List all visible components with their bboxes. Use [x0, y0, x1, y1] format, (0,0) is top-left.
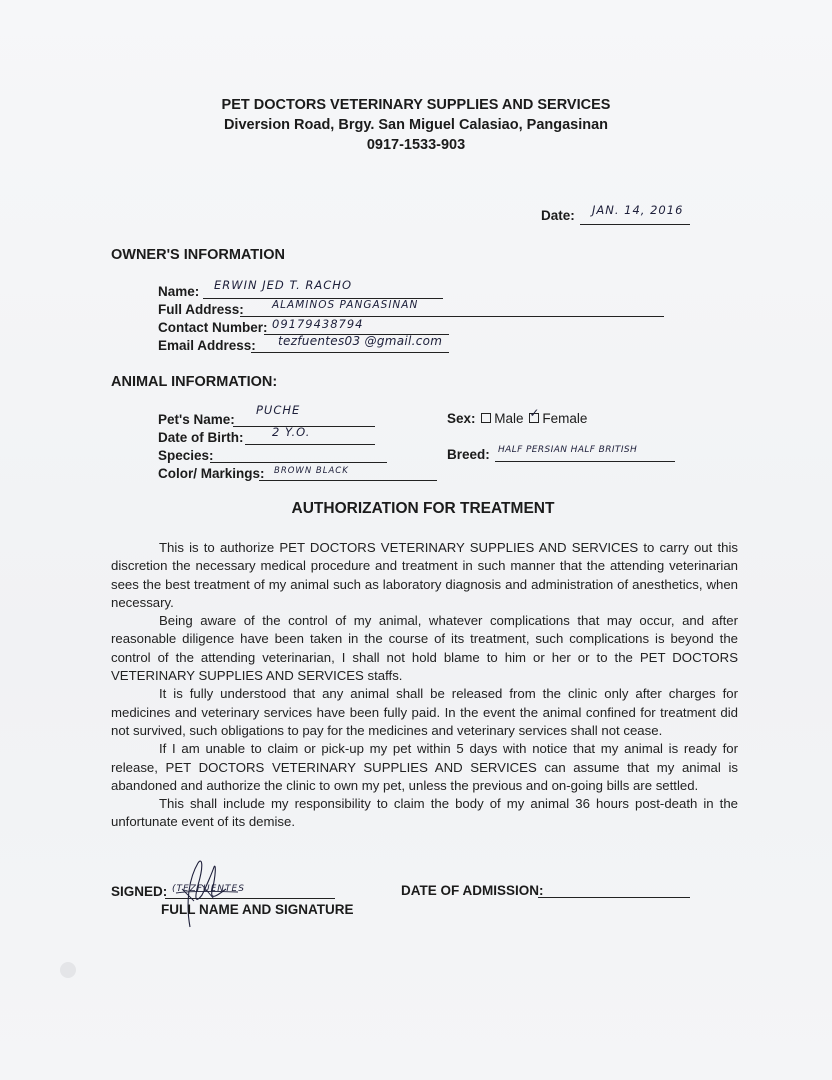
breed-line — [495, 461, 675, 462]
authorization-paragraph: This shall include my responsibility to claim the body of my animal 36 hours post-death in the unfortunate event of its demise. — [111, 796, 738, 830]
company-phone: 0917-1533-903 — [366, 137, 466, 153]
color-markings-field[interactable]: BROWN BLACK — [274, 466, 349, 476]
authorization-paragraph: It is fully understood that any animal shall be released from the clinic only after charges for medicines and veterinary services have been fully paid. In the event the animal confined for treatment did not survived, such obligations to pay for the medicines and veterinary services shall not cease. — [111, 686, 738, 738]
date-of-birth-line — [245, 444, 375, 445]
authorization-body — [111, 539, 738, 832]
species-line — [210, 462, 387, 463]
scan-speck — [60, 962, 76, 978]
color-markings-label: Color/ Markings: — [158, 466, 265, 481]
owner-info-heading: OWNER'S INFORMATION — [111, 247, 285, 263]
date-label: Date: — [541, 208, 575, 223]
animal-info-heading: ANIMAL INFORMATION: — [111, 374, 278, 390]
contact-number-label: Contact Number: — [158, 320, 268, 335]
female-checkbox[interactable] — [529, 413, 539, 423]
owner-name-label: Name: — [158, 284, 200, 299]
authorization-paragraph: Being aware of the control of my animal, whatever complications that may occur, and after reasonable diligence have been taken in the course of its treatment, such complications is beyond the control of the attending veterinarian, I shall not hold blame to him or her or to the PET DOCTORS VETERINARY SUPPLIES AND SERVICES staffs. — [111, 613, 738, 684]
email-address-field[interactable]: tezfuentes03 @gmail.com — [278, 334, 443, 348]
authorization-paragraph: If I am unable to claim or pick-up my pet within 5 days with notice that my animal is ready for release, PET DOCTORS VETERINARY SUPPLIES AND SERVICES can assume that my animal is abandoned and authorize the clinic to own my pet, unless the previous and on-going bills are settled. — [111, 741, 738, 793]
pets-name-field[interactable]: PUCHE — [256, 403, 301, 417]
company-name: PET DOCTORS VETERINARY SUPPLIES AND SERVICES — [221, 97, 611, 113]
male-checkbox[interactable] — [481, 413, 491, 423]
female-option-label: Female — [542, 411, 588, 426]
signature-scribble-icon — [168, 855, 248, 935]
full-address-field[interactable]: ALAMINOS PANGASINAN — [272, 299, 419, 311]
email-address-line — [251, 352, 449, 353]
male-option-label: Male — [494, 411, 524, 426]
full-address-label: Full Address: — [158, 302, 244, 317]
signed-label: SIGNED: — [111, 884, 168, 899]
authorization-paragraph: This is to authorize PET DOCTORS VETERINARY SUPPLIES AND SERVICES to carry out this discretion the necessary medical procedure and treatment in such manner that the attending veterinarian sees the best treatment of my animal such as laboratory diagnosis and administration of anesthetics, when necessary. — [111, 540, 738, 610]
date-of-birth-field[interactable]: 2 Y.O. — [272, 425, 311, 439]
email-address-label: Email Address: — [158, 338, 256, 353]
color-markings-line — [259, 480, 437, 481]
date-of-admission-label: DATE OF ADMISSION: — [401, 883, 544, 898]
pets-name-label: Pet's Name: — [158, 412, 235, 427]
sex-group — [447, 411, 587, 426]
authorization-title: AUTHORIZATION FOR TREATMENT — [291, 500, 555, 517]
company-address: Diversion Road, Brgy. San Miguel Calasiao, Pangasinan — [223, 117, 609, 133]
breed-label: Breed: — [447, 447, 490, 462]
breed-field[interactable]: HALF PERSIAN HALF BRITISH — [498, 445, 638, 455]
signature-field[interactable]: (TEZFUENTES — [172, 884, 245, 894]
date-value[interactable]: JAN. 14, 2016 — [592, 203, 684, 217]
date-line — [580, 224, 690, 225]
owner-name-field[interactable]: ERWIN JED T. RACHO — [214, 278, 353, 292]
full-name-signature-caption: FULL NAME AND SIGNATURE — [161, 902, 354, 917]
sex-label: Sex: — [447, 411, 476, 426]
contact-number-field[interactable]: 09179438794 — [272, 317, 364, 331]
date-of-admission-line — [538, 897, 690, 898]
date-of-birth-label: Date of Birth: — [158, 430, 244, 445]
species-label: Species: — [158, 448, 214, 463]
